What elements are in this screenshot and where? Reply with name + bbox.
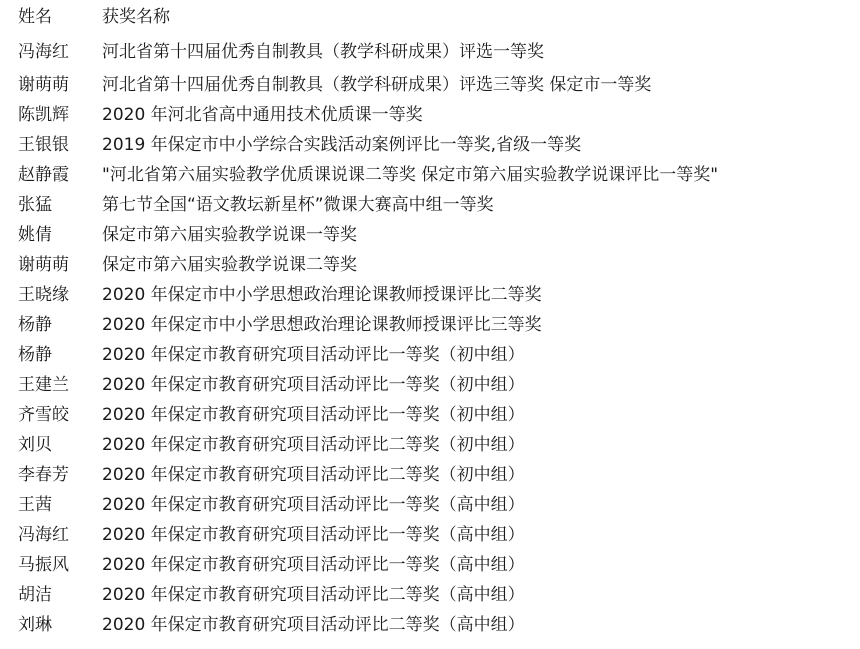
- row-award: 2020 年保定市教育研究项目活动评比二等奖（初中组）: [102, 435, 525, 455]
- row-name: 齐雪皎: [18, 405, 69, 425]
- row-award: 2020 年河北省高中通用技术优质课一等奖: [102, 105, 423, 125]
- row-award: 2020 年保定市教育研究项目活动评比二等奖（高中组）: [102, 585, 525, 605]
- table-row: [0, 220, 860, 250]
- row-name: 谢萌萌: [18, 75, 69, 95]
- row-name: 刘贝: [18, 435, 52, 455]
- row-award: 第七节全国“语文教坛新星杯”微课大赛高中组一等奖: [102, 195, 494, 215]
- table-row: [0, 460, 860, 490]
- table-row: [0, 430, 860, 460]
- row-name: 杨静: [18, 345, 52, 365]
- table-row: [0, 310, 860, 340]
- row-award: 保定市第六届实验教学说课二等奖: [102, 255, 357, 275]
- row-name: 刘琳: [18, 615, 52, 635]
- header-row: [0, 0, 860, 35]
- table-row: [0, 610, 860, 640]
- table-row: [0, 100, 860, 130]
- row-name: 姚倩: [18, 225, 52, 245]
- row-award: 2020 年保定市中小学思想政治理论课教师授课评比三等奖: [102, 315, 542, 335]
- table-row: [0, 580, 860, 610]
- row-award: 2020 年保定市教育研究项目活动评比二等奖（高中组）: [102, 615, 525, 635]
- table-row: [0, 190, 860, 220]
- row-name: 谢萌萌: [18, 255, 69, 275]
- table-body: [0, 35, 860, 640]
- row-name: 陈凯辉: [18, 105, 69, 125]
- row-award: "河北省第六届实验教学优质课说课二等奖 保定市第六届实验教学说课评比一等奖": [102, 165, 719, 185]
- row-award: 保定市第六届实验教学说课一等奖: [102, 225, 357, 245]
- table-row: [0, 160, 860, 190]
- row-name: 王晓缘: [18, 285, 69, 305]
- row-award: 2020 年保定市教育研究项目活动评比一等奖（高中组）: [102, 495, 525, 515]
- row-name: 王茜: [18, 495, 52, 515]
- row-name: 王银银: [18, 135, 69, 155]
- table-row: [0, 340, 860, 370]
- row-award: 2020 年保定市中小学思想政治理论课教师授课评比二等奖: [102, 285, 542, 305]
- table-row: [0, 70, 860, 100]
- table-row: [0, 550, 860, 580]
- row-name: 赵静霞: [18, 165, 69, 185]
- row-award: 河北省第十四届优秀自制教具（教学科研成果）评选一等奖: [102, 42, 544, 62]
- header-award: 获奖名称: [102, 7, 170, 27]
- row-name: 张猛: [18, 195, 52, 215]
- table-row: [0, 280, 860, 310]
- row-award: 2020 年保定市教育研究项目活动评比一等奖（高中组）: [102, 525, 525, 545]
- row-award: 2020 年保定市教育研究项目活动评比一等奖（初中组）: [102, 405, 525, 425]
- row-name: 马振风: [18, 555, 69, 575]
- row-award: 2020 年保定市教育研究项目活动评比一等奖（初中组）: [102, 375, 525, 395]
- row-award: 河北省第十四届优秀自制教具（教学科研成果）评选三等奖 保定市一等奖: [102, 75, 652, 95]
- table-row: [0, 400, 860, 430]
- row-award: 2020 年保定市教育研究项目活动评比一等奖（初中组）: [102, 345, 525, 365]
- row-award: 2020 年保定市教育研究项目活动评比二等奖（初中组）: [102, 465, 525, 485]
- header-name: 姓名: [18, 7, 52, 27]
- row-name: 冯海红: [18, 525, 69, 545]
- table-row: [0, 490, 860, 520]
- row-name: 王建兰: [18, 375, 69, 395]
- row-award: 2019 年保定市中小学综合实践活动案例评比一等奖,省级一等奖: [102, 135, 582, 155]
- row-name: 冯海红: [18, 42, 69, 62]
- row-name: 杨静: [18, 315, 52, 335]
- row-name: 李春芳: [18, 465, 69, 485]
- table-row: [0, 520, 860, 550]
- row-name: 胡洁: [18, 585, 52, 605]
- row-award: 2020 年保定市教育研究项目活动评比一等奖（高中组）: [102, 555, 525, 575]
- table-row: [0, 35, 860, 70]
- table-row: [0, 250, 860, 280]
- table-row: [0, 130, 860, 160]
- table-row: [0, 370, 860, 400]
